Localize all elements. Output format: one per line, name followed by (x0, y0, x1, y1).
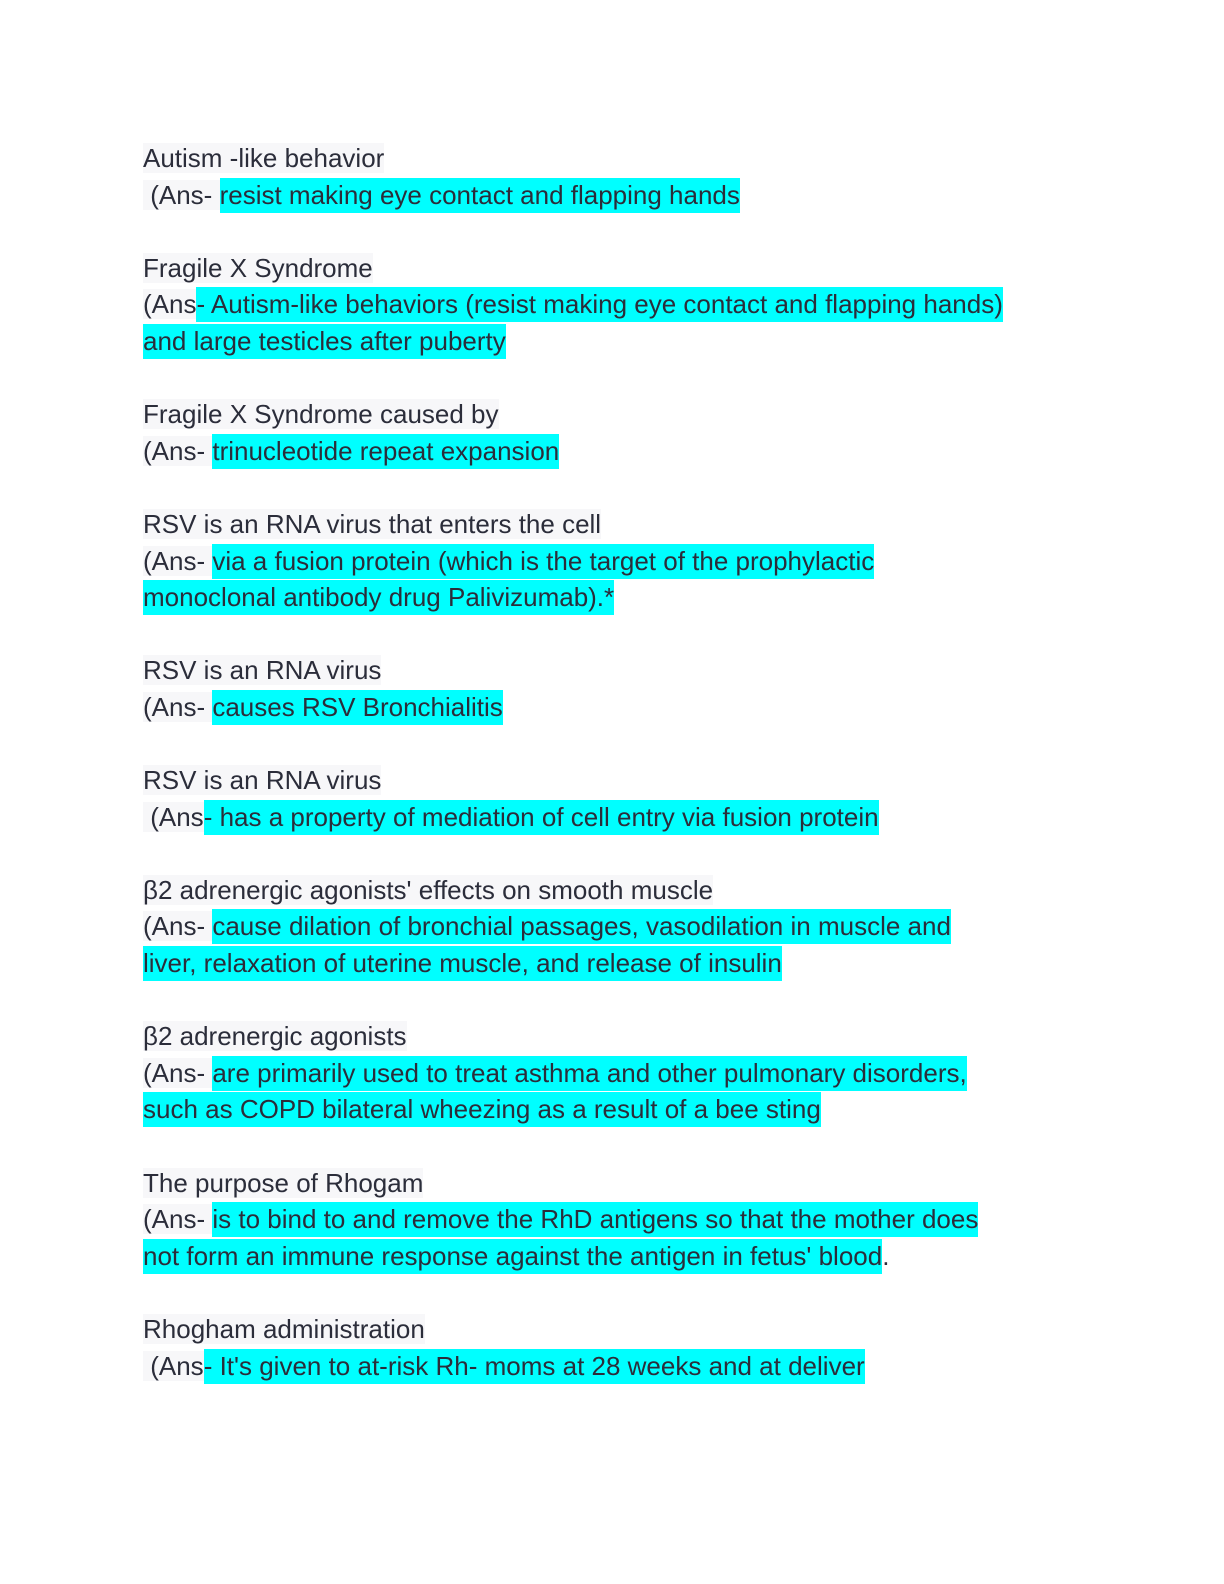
answer-line (143, 433, 1083, 470)
highlighted-answer: cause dilation of bronchial passages, vasodilation in muscle and (212, 909, 951, 944)
answer-line (143, 945, 1083, 982)
answer-line (143, 908, 1083, 945)
question-text: Rhogham administration (143, 1314, 425, 1344)
answer-line (143, 1238, 1083, 1275)
qa-entry (143, 1311, 1083, 1384)
answer-prefix: (Ans- (143, 911, 213, 942)
question-text: β2 adrenergic agonists (143, 1021, 407, 1052)
answer-prefix: (Ans (143, 1350, 204, 1381)
highlighted-answer: resist making eye contact and flapping hands (220, 178, 740, 213)
answer-line (143, 799, 1083, 836)
question-text: The purpose of Rhogam (143, 1167, 424, 1198)
highlighted-answer: not form an immune response against the antigen in fetus' blood (143, 1239, 882, 1274)
question-line (143, 1165, 1083, 1202)
question-text: Fragile X Syndrome caused by (143, 399, 499, 430)
question-text: Fragile X Syndrome (143, 252, 373, 283)
answer-prefix: (Ans- (143, 179, 220, 210)
highlighted-answer: trinucleotide repeat expansion (212, 434, 559, 469)
qa-entry (143, 762, 1083, 835)
qa-entry (143, 506, 1083, 616)
qa-entry (143, 250, 1083, 360)
answer-line (143, 1348, 1083, 1385)
answer-prefix: (Ans- (143, 545, 213, 576)
answer-line (143, 689, 1083, 726)
answer-line (143, 323, 1083, 360)
question-line (143, 140, 1083, 177)
highlighted-answer: such as COPD bilateral wheezing as a result of a bee sting (143, 1092, 821, 1127)
highlighted-answer: and large testicles after puberty (143, 324, 506, 359)
answer-line (143, 1091, 1083, 1128)
document-page (143, 140, 1083, 1384)
qa-entry (143, 1165, 1083, 1275)
question-text: β2 adrenergic agonists' effects on smooth muscle (143, 874, 714, 905)
answer-prefix: (Ans- (143, 1057, 213, 1088)
question-text: RSV is an RNA virus (143, 655, 382, 686)
answer-line (143, 286, 1083, 323)
answer-prefix: (Ans (143, 801, 204, 832)
qa-entry (143, 1018, 1083, 1128)
highlighted-answer: is to bind to and remove the RhD antigens so that the mother does (212, 1202, 978, 1237)
qa-entry (143, 396, 1083, 469)
question-line (143, 1018, 1083, 1055)
question-text: Autism -like behavior (143, 143, 385, 173)
question-line (143, 652, 1083, 689)
question-text: RSV is an RNA virus that enters the cell (143, 508, 602, 539)
answer-line (143, 1201, 1083, 1238)
qa-entry (143, 652, 1083, 725)
question-line (143, 396, 1083, 433)
highlighted-answer: liver, relaxation of uterine muscle, and release of insulin (143, 946, 782, 981)
highlighted-answer: - It's given to at-risk Rh- moms at 28 weeks and at deliver (204, 1349, 865, 1384)
question-line (143, 1311, 1083, 1348)
highlighted-answer: via a fusion protein (which is the target of the prophylactic (212, 544, 874, 579)
answer-prefix: (Ans- (143, 1204, 213, 1235)
question-text: RSV is an RNA virus (143, 765, 382, 796)
question-line (143, 250, 1083, 287)
question-line (143, 872, 1083, 909)
highlighted-answer: are primarily used to treat asthma and other pulmonary disorders, (212, 1056, 966, 1091)
answer-prefix: (Ans (143, 289, 197, 320)
answer-prefix: (Ans- (143, 691, 213, 722)
question-line (143, 762, 1083, 799)
qa-entry (143, 872, 1083, 982)
answer-line (143, 579, 1083, 616)
highlighted-answer: causes RSV Bronchialitis (212, 690, 502, 725)
answer-line (143, 177, 1083, 214)
highlighted-answer: monoclonal antibody drug Palivizumab).* (143, 580, 614, 615)
highlighted-answer: - has a property of mediation of cell entry via fusion protein (204, 800, 879, 835)
answer-prefix: (Ans- (143, 435, 213, 466)
answer-suffix: . (882, 1240, 890, 1271)
qa-entry (143, 140, 1083, 213)
answer-line (143, 1055, 1083, 1092)
answer-line (143, 543, 1083, 580)
highlighted-answer: - Autism-like behaviors (resist making eye contact and flapping hands) (196, 287, 1002, 322)
question-line (143, 506, 1083, 543)
